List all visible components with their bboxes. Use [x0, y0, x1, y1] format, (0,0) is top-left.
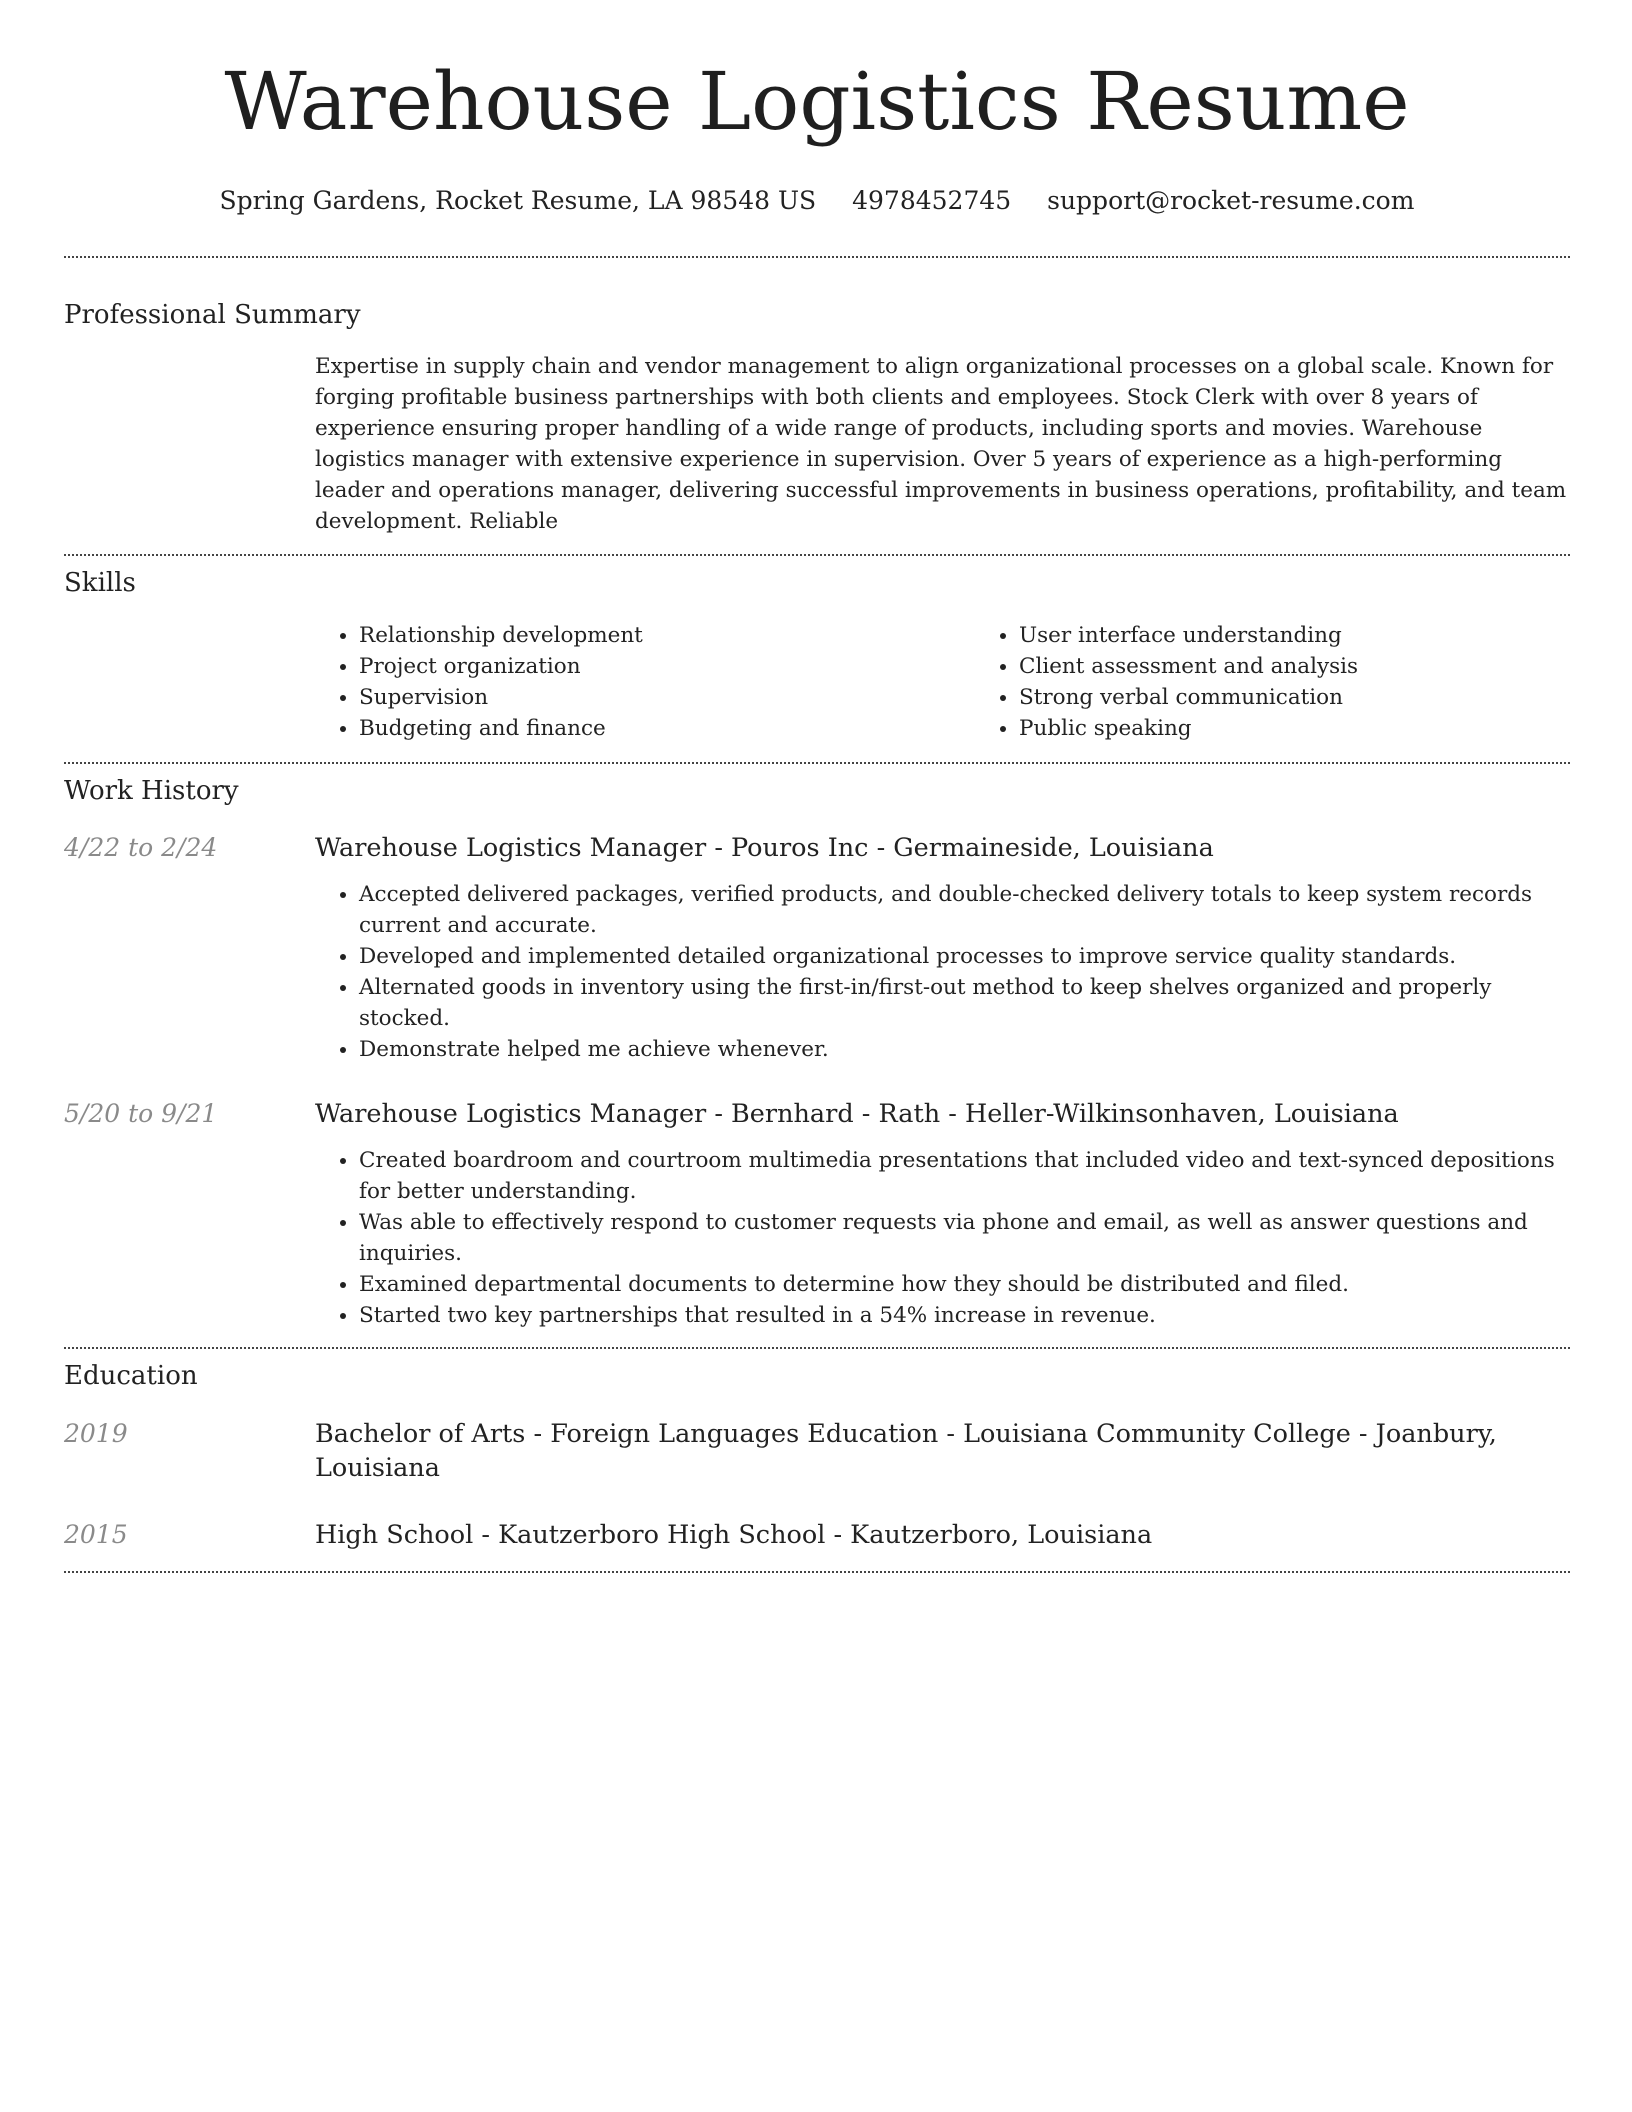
job-dates: 5/20 to 9/21	[64, 1099, 218, 1128]
skill-item: • Relationship development	[359, 620, 975, 651]
education-entry	[64, 1417, 1570, 1485]
work-heading: Work History	[64, 776, 239, 806]
education-degree: High School - Kautzerboro High School - Kautzerboro, Louisiana	[315, 1520, 1153, 1550]
contact-address: Spring Gardens, Rocket Resume, LA 98548 US	[219, 186, 817, 215]
skill-item: • Strong verbal communication	[1019, 682, 1632, 713]
skill-item: • Project organization	[359, 651, 975, 682]
education-entry	[64, 1518, 1570, 1552]
contact-phone: 4978452745	[852, 186, 1012, 215]
divider	[64, 1571, 1570, 1573]
skills-heading: Skills	[64, 568, 136, 598]
job-bullet: • Was able to effectively respond to customer requests via phone and email, as well as answer questions and inquiries.	[359, 1207, 1570, 1269]
skills-section	[64, 566, 1570, 744]
job-bullet: • Created boardroom and courtroom multimedia presentations that included video and text-synced depositions for better understanding.	[359, 1145, 1570, 1207]
skill-item: • Client assessment and analysis	[1019, 651, 1632, 682]
contact-line	[64, 184, 1570, 218]
divider	[64, 256, 1570, 258]
summary-text: Expertise in supply chain and vendor management to align organizational processes on a global scale. Known for forging profitable business partnerships with both clients and employees. Stock Clerk with over 8 years of experience ensuring proper handling of a wide range of products, including sports and movies. Warehouse logistics manager with extensive experience in supervision. Over 5 years of experience as a high-performing leader and operations manager, delivering successful improvements in business operations, profitability, and team development. Reliable	[315, 354, 1567, 534]
skill-item: • Public speaking	[1019, 713, 1632, 744]
contact-email: support@rocket-resume.com	[1047, 186, 1415, 215]
job-bullets	[315, 879, 1570, 1065]
summary-section	[64, 298, 1570, 537]
skill-item: • Budgeting and finance	[359, 713, 975, 744]
job-entry	[64, 831, 1570, 1065]
education-year: 2015	[64, 1520, 128, 1549]
skills-list-left	[315, 620, 975, 744]
job-heading: Warehouse Logistics Manager - Pouros Inc - Germaineside, Louisiana	[315, 833, 1214, 863]
job-bullet: • Started two key partnerships that resulted in a 54% increase in revenue.	[359, 1300, 1570, 1331]
resume-title: Warehouse Logistics Resume	[224, 55, 1410, 148]
education-heading: Education	[64, 1361, 198, 1391]
job-bullet: • Alternated goods in inventory using the first-in/first-out method to keep shelves organized and properly stocked.	[359, 972, 1570, 1034]
divider	[64, 554, 1570, 556]
job-bullet: • Accepted delivered packages, verified products, and double-checked delivery totals to keep system records current and accurate.	[359, 879, 1570, 941]
education-degree: Bachelor of Arts - Foreign Languages Education - Louisiana Community College - Joanbury, Louisiana	[315, 1419, 1497, 1483]
divider	[64, 1347, 1570, 1349]
job-entry	[64, 1097, 1570, 1331]
education-year: 2019	[64, 1419, 128, 1448]
work-section	[64, 774, 1570, 1331]
skill-item: • User interface understanding	[1019, 620, 1632, 651]
job-bullet: • Examined departmental documents to determine how they should be distributed and filed.	[359, 1269, 1570, 1300]
job-dates: 4/22 to 2/24	[64, 833, 218, 862]
job-bullet: • Demonstrate helped me achieve whenever.	[359, 1034, 1570, 1065]
education-section	[64, 1359, 1570, 1552]
resume-page	[64, 0, 1570, 1573]
skill-item: • Supervision	[359, 682, 975, 713]
job-bullets	[315, 1145, 1570, 1331]
skills-list-right	[975, 620, 1632, 744]
summary-heading: Professional Summary	[64, 300, 361, 330]
divider	[64, 762, 1570, 764]
job-bullet: • Developed and implemented detailed organizational processes to improve service quality standards.	[359, 941, 1570, 972]
job-heading: Warehouse Logistics Manager - Bernhard - Rath - Heller-Wilkinsonhaven, Louisiana	[315, 1099, 1399, 1129]
